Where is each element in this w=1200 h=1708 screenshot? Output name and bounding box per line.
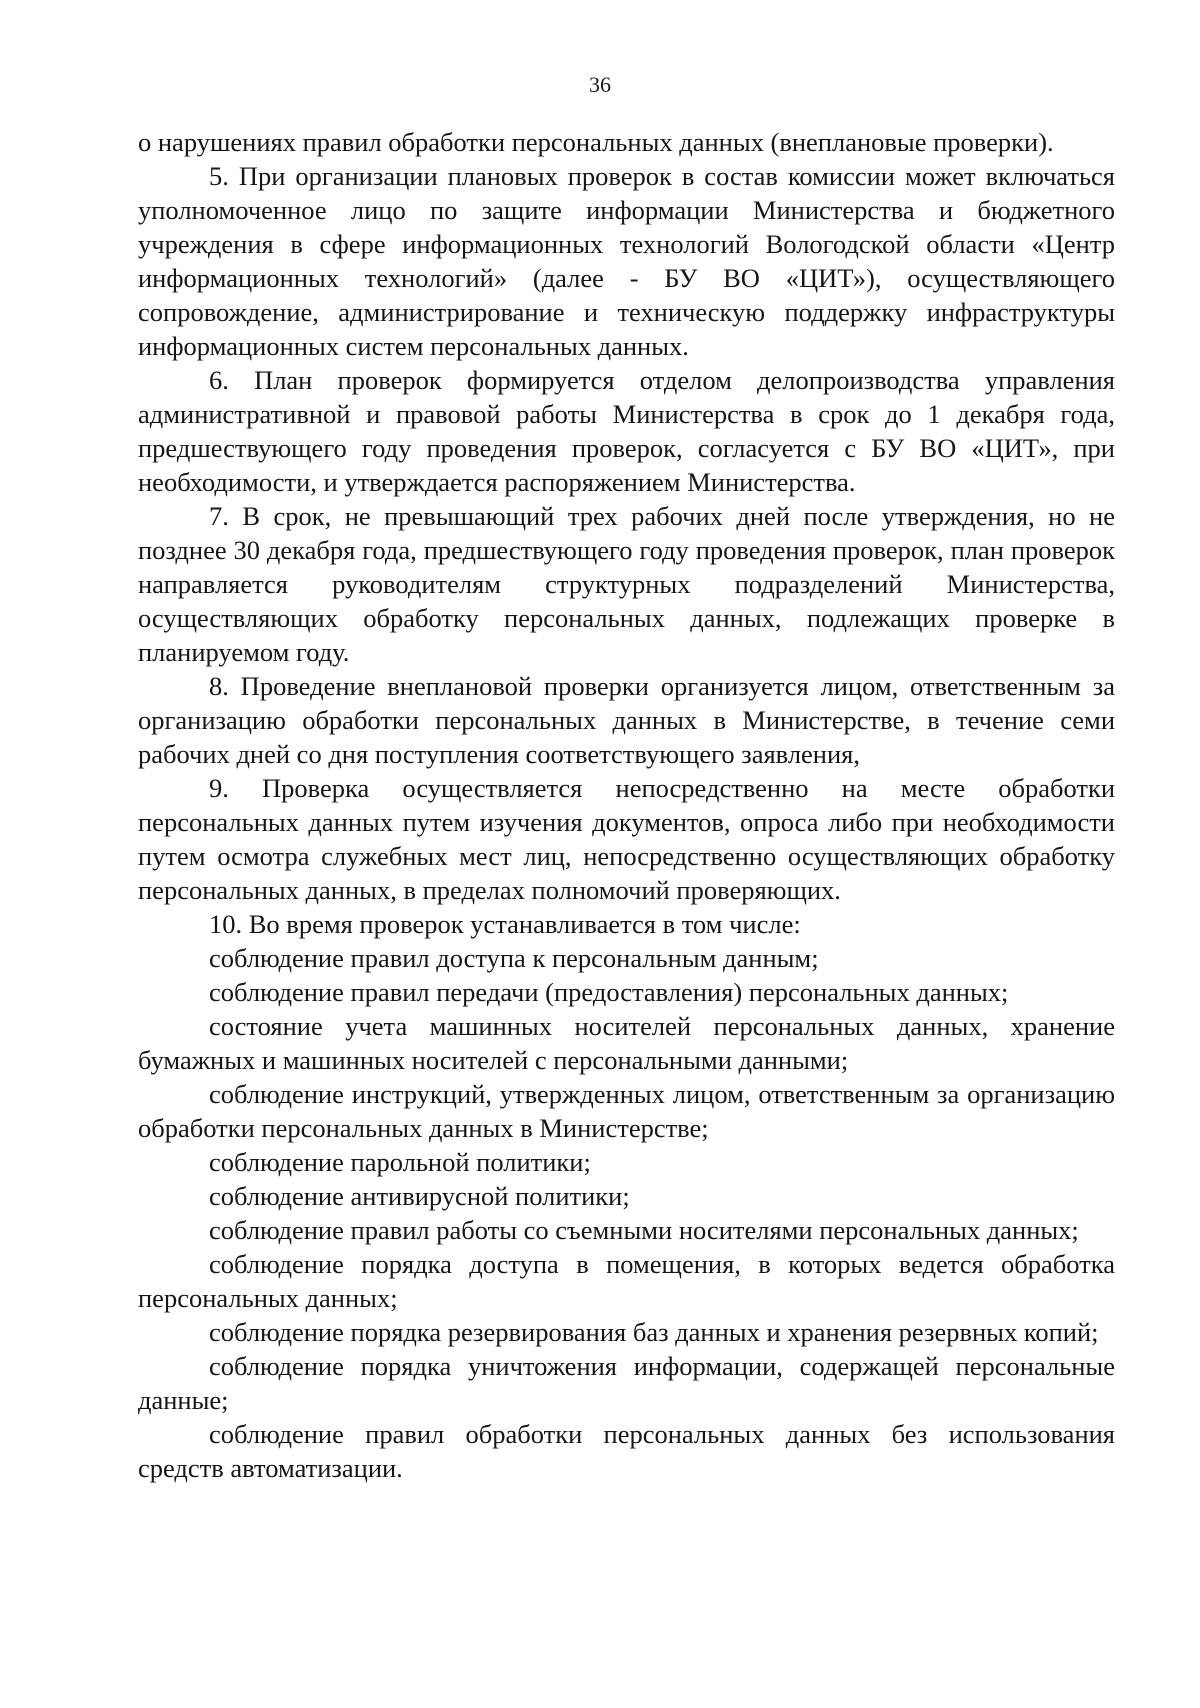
paragraph-item-5: 5. При организации плановых проверок в состав комиссии может включаться уполномоченное лицо по защите информации Министерства и бюджетного учреждения в сфере информационных технологий Вологодской области «Центр информационных технологий» (далее - БУ ВО «ЦИТ»), осуществляющего сопровождение, администрирование и техническую поддержку инфраструктуры информационных систем персональных данных. <box>138 161 1115 361</box>
paragraph-item-6: 6. План проверок формируется отделом делопроизводства управления административной и правовой работы Министерства в срок до 1 декабря года, предшествующего году проведения проверок, согласуется с БУ ВО «ЦИТ», при необходимости, и утверждается распоряжением Министерства. <box>138 365 1115 497</box>
checklist-item: соблюдение инструкций, утвержденных лицом, ответственным за организацию обработки персональных данных в Министерстве; <box>138 1079 1115 1143</box>
paragraph-item-9: 9. Проверка осуществляется непосредственно на месте обработки персональных данных путем изучения документов, опроса либо при необходимости путем осмотра служебных мест лиц, непосредственно осуществляющих обработку персональных данных, в пределах полномочий проверяющих. <box>138 773 1115 905</box>
checklist-item: соблюдение правил обработки персональных данных без использования средств автоматизации. <box>138 1419 1115 1483</box>
checklist-item: соблюдение правил работы со съемными носителями персональных данных; <box>209 1215 1079 1245</box>
checklist-item: соблюдение парольной политики; <box>209 1147 591 1177</box>
paragraph-continuation: о нарушениях правил обработки персональных данных (внеплановые проверки). <box>138 127 1054 157</box>
checklist-item: соблюдение порядка уничтожения информации, содержащей персональные данные; <box>138 1351 1115 1415</box>
checklist-item: соблюдение правил доступа к персональным данным; <box>209 943 819 973</box>
checklist-item: соблюдение порядка доступа в помещения, в которых ведется обработка персональных данных; <box>138 1249 1115 1313</box>
document-body <box>138 125 1115 1485</box>
checklist-item: соблюдение порядка резервирования баз данных и хранения резервных копий; <box>209 1317 1099 1347</box>
checklist-item: соблюдение антивирусной политики; <box>209 1181 630 1211</box>
checklist-item: соблюдение правил передачи (предоставления) персональных данных; <box>209 977 1009 1007</box>
paragraph-item-10: 10. Во время проверок устанавливается в том числе: <box>209 909 801 939</box>
checklist-item: состояние учета машинных носителей персональных данных, хранение бумажных и машинных носителей с персональными данными; <box>138 1011 1115 1075</box>
page-number: 36 <box>589 72 611 97</box>
paragraph-item-8: 8. Проведение внеплановой проверки организуется лицом, ответственным за организацию обработки персональных данных в Министерстве, в течение семи рабочих дней со дня поступления соответствующего заявления, <box>138 671 1115 769</box>
paragraph-item-7: 7. В срок, не превышающий трех рабочих дней после утверждения, но не позднее 30 декабря года, предшествующего году проведения проверок, план проверок направляется руководителям структурных подразделений Министерства, осуществляющих обработку персональных данных, подлежащих проверке в планируемом году. <box>138 501 1115 667</box>
